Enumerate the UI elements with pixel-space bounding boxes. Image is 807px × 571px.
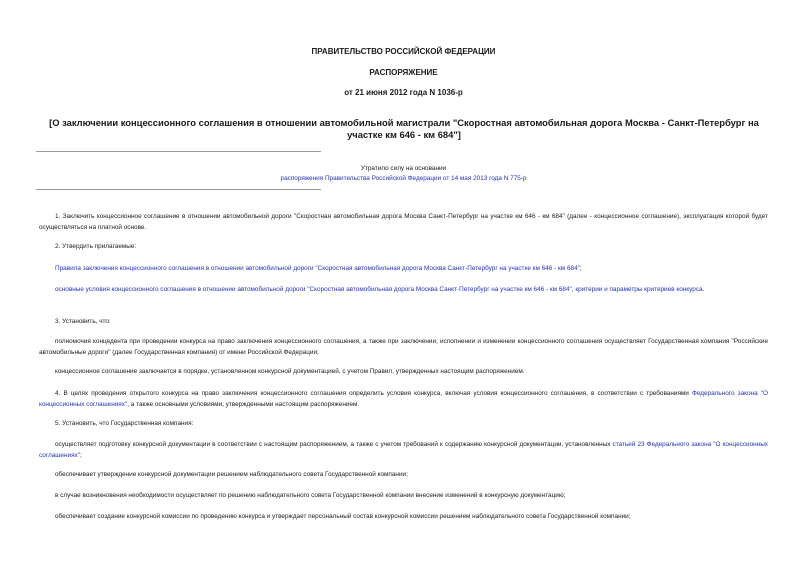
paragraph-2a: Правила заключения концессионного соглашения в отношении автомобильной дороги "Скоростная автомобильная дорога Москва Санкт-Петербург на участке км 646 - км 684"; — [55, 265, 582, 272]
paragraph-5c: в случае возникновения необходимости осуществляет по решению наблюдательного совета Государственной компании внесение изменений в конкурсную документацию; — [55, 492, 566, 499]
paragraph-5a: осуществляет подготовку конкурсной документации в соответствии с настоящим распоряжением, а также с учетом требований к содержанию конкурсной документации, установленных статьей 23 Федерального закона "О концессионных соглашениях"; — [39, 441, 768, 459]
doc-date-number: от 21 июня 2012 года N 1036-р — [344, 88, 463, 97]
doc-type-heading: РАСПОРЯЖЕНИЕ — [369, 68, 438, 77]
org-heading: ПРАВИТЕЛЬСТВО РОССИЙСКОЙ ФЕДЕРАЦИИ — [311, 47, 496, 56]
divider-top — [36, 151, 321, 152]
paragraph-3: 3. Установить, что: — [55, 318, 111, 325]
repeal-link-line — [0, 175, 807, 182]
divider-bottom — [36, 189, 321, 190]
status-note: Утратило силу на основании — [360, 165, 447, 172]
paragraph-5: 5. Установить, что Государственная компания: — [55, 420, 194, 427]
paragraph-3a: полномочия концедента при проведении конкурса на право заключения концессионного соглашения, а также при заключении, исполнении и изменении концессионного соглашения осуществляет Государственная компания "Российские автомобильные дороги" (далее Государственная компания) от имени Российской Федерации; — [39, 338, 768, 356]
paragraph-5b: обеспечивает утверждение конкурсной документации решением наблюдательного совета Государственной компании; — [55, 471, 408, 478]
document-title: [О заключении концессионного соглашения в отношении автомобильной магистрали "Скоростная автомобильная дорога Москва - Санкт-Петербург на участке км 646 - км 684"] — [49, 117, 759, 140]
federal-law-link[interactable]: Федерального закона "О концессионных соглашениях" — [39, 390, 768, 408]
rules-link[interactable]: Правила заключения концессионного соглашения в отношении автомобильной дороги "Скоростная автомобильная дорога Москва Санкт-Петербург на участке км 646 - км 684" — [55, 265, 580, 272]
basic-conditions-link[interactable]: основные условия концессионного соглашения в отношении автомобильной дороги "Скоростная автомобильная дорога Москва Санкт-Петербург на участке км 646 - км 684", критерии и параметры критериев конкурса — [55, 286, 703, 293]
paragraph-2b: основные условия концессионного соглашения в отношении автомобильной дороги "Скоростная автомобильная дорога Москва Санкт-Петербург на участке км 646 - км 684", критерии и параметры критериев конкурса. — [55, 286, 705, 293]
paragraph-4: 4. В целях проведения открытого конкурса на право заключения концессионного соглашения определить условия конкурса, включая условия концессионного соглашения, в соответствии с требованиями Федерального закона "О концессионных соглашениях", а также основными условиями, утвержденными настоящим распоряжением. — [39, 390, 768, 408]
paragraph-1: 1. Заключить концессионное соглашение в отношении автомобильной дороги "Скоростная автомобильная дорога Москва Санкт-Петербург на участке км 646 - км 684" (далее - концессионное соглашение), эксплуатация которой будет осуществляться на платной основе. — [39, 213, 768, 231]
paragraph-3b: концессионное соглашение заключается в порядке, установленном конкурсной документацией, с учетом Правил, утвержденных настоящим распоряжением. — [55, 368, 525, 375]
article-23-link[interactable]: статьей 23 Федерального закона "О концессионных соглашениях" — [39, 441, 768, 459]
paragraph-2: 2. Утвердить прилагаемые: — [55, 243, 137, 250]
paragraph-5d: обеспечивает создание конкурсной комиссии по проведению конкурса и утверждает персональный состав конкурсной комиссии решением наблюдательного совета Государственной компании; — [55, 513, 631, 520]
repeal-link[interactable]: распоряжения Правительства Российской Федерации от 14 мая 2013 года N 775-р — [280, 175, 527, 182]
